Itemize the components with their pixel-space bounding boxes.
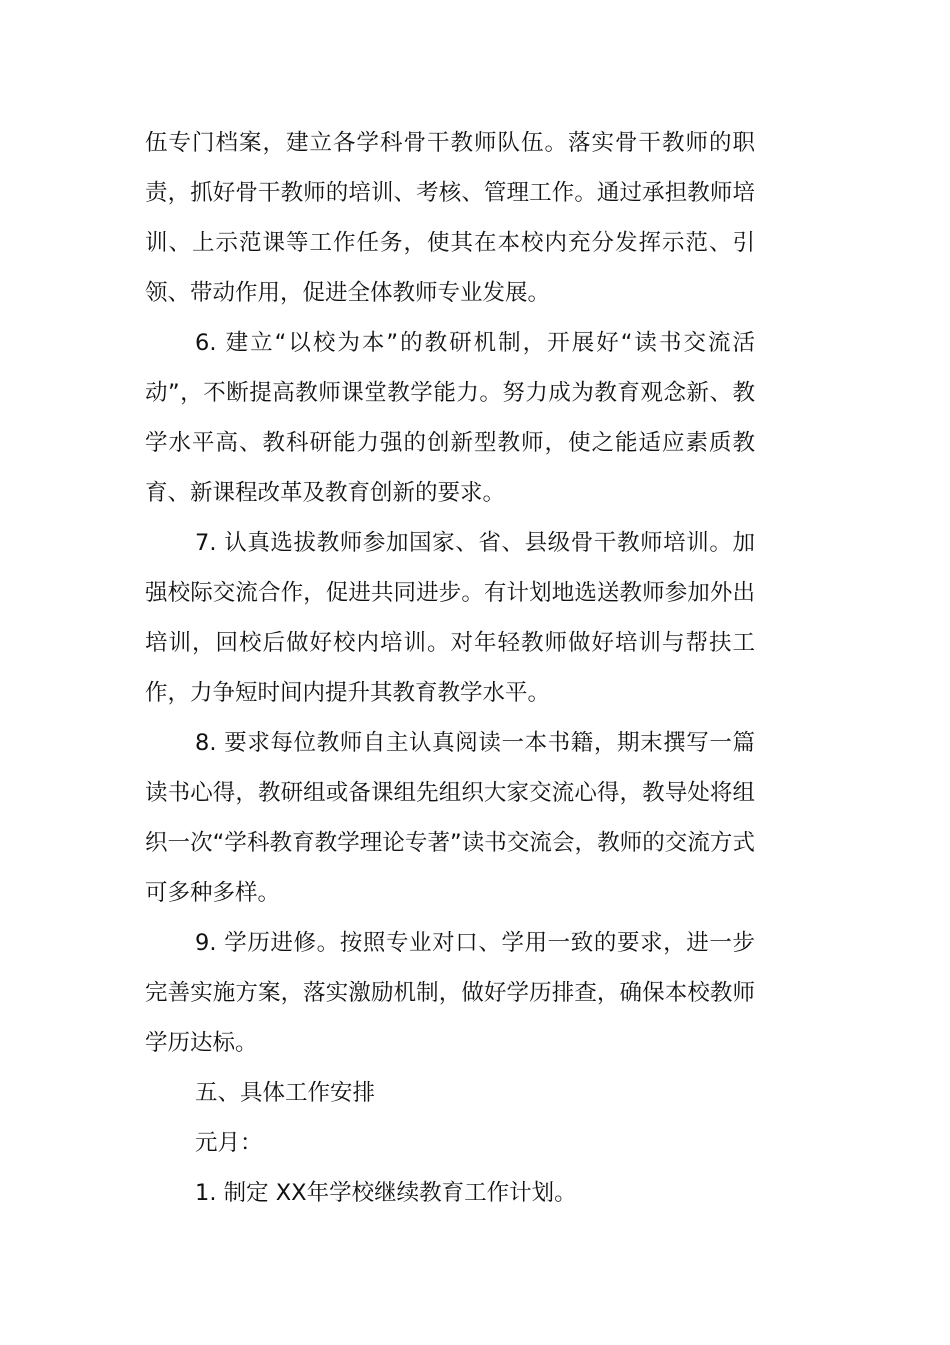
document-page: [145, 118, 755, 1218]
month-label: 元月：: [195, 1130, 263, 1156]
paragraph-item-9: 9. 学历进修。按照专业对口、学用一致的要求，进一步完善实施方案，落实激励机制，做好学历排查，确保本校教师学历达标。: [145, 930, 755, 1056]
paragraph-item-8: 8. 要求每位教师自主认真阅读一本书籍，期末撰写一篇读书心得，教研组或备课组先组织大家交流心得，教导处将组织一次“学科教育教学理论专著”读书交流会，教师的交流方式可多种多样。: [145, 730, 755, 906]
paragraph-item-7: 7. 认真选拔教师参加国家、省、县级骨干教师培训。加强校际交流合作，促进共同进步。有计划地选送教师参加外出培训，回校后做好校内培训。对年轻教师做好培训与帮扶工作，力争短时间内提升其教育教学水平。: [145, 530, 755, 706]
paragraph-continued: 伍专门档案，建立各学科骨干教师队伍。落实骨干教师的职责，抓好骨干教师的培训、考核、管理工作。通过承担教师培训、上示范课等工作任务，使其在本校内充分发挥示范、引领、带动作用，促进全体教师专业发展。: [145, 130, 755, 306]
section-heading: 五、具体工作安排: [195, 1080, 376, 1106]
paragraph-item-6: 6. 建立“以校为本”的教研机制，开展好“读书交流活动”，不断提高教师课堂教学能力。努力成为教育观念新、教学水平高、教科研能力强的创新型教师，使之能适应素质教育、新课程改革及教育创新的要求。: [145, 330, 755, 506]
schedule-item-1: 1. 制定 XX年学校继续教育工作计划。: [195, 1180, 577, 1206]
